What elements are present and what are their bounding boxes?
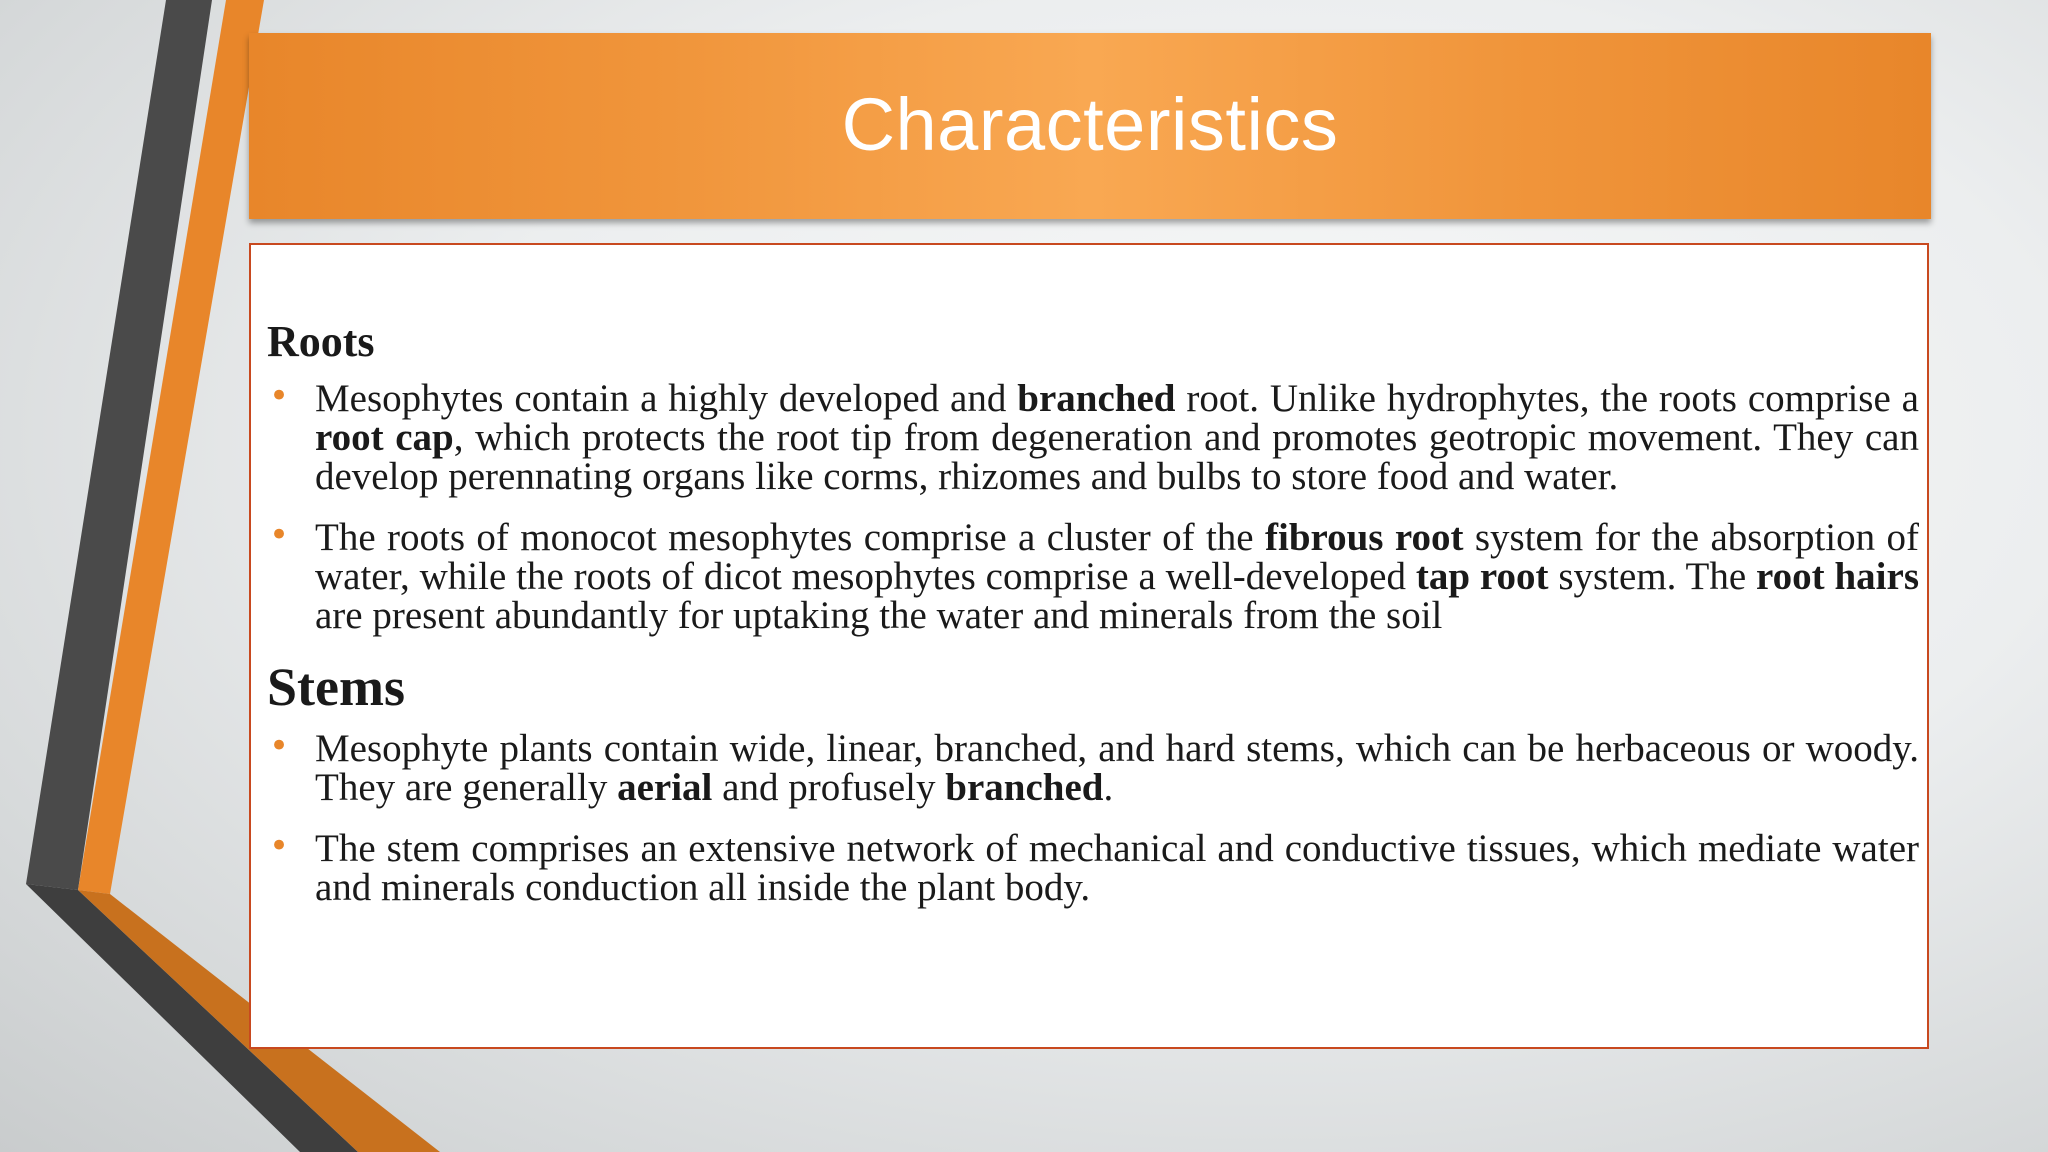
bullet-item <box>267 376 1919 498</box>
bullet-text <box>315 377 1919 498</box>
text-segment: Mesophyte plants contain wide, linear, branched, and hard stems, which can be herbaceous or woody. They are generally <box>315 727 1919 809</box>
text-segment: system for the absorption of water, while the roots of dicot mesophytes comprise a well-developed <box>315 516 1920 598</box>
section-heading-stems: Stems <box>267 657 405 717</box>
text-segment: root. Unlike hydrophytes, the roots comprise a <box>1175 377 1919 420</box>
title-banner <box>249 33 1931 219</box>
stems-bullet-list <box>267 726 1919 909</box>
text-segment: system. The <box>1548 555 1757 598</box>
bold-term: branched <box>945 766 1104 809</box>
bullet-dot-icon: • <box>269 515 290 555</box>
bold-term: aerial <box>617 766 713 809</box>
text-segment: are present abundantly for uptaking the water and minerals from the soil <box>315 594 1443 637</box>
bullet-text <box>315 827 1919 909</box>
section-heading-roots: Roots <box>267 317 375 366</box>
bold-term: branched <box>1017 377 1176 420</box>
bullet-text <box>315 727 1919 809</box>
bullet-item <box>267 726 1919 809</box>
bold-term: fibrous root <box>1265 516 1464 559</box>
text-segment: The roots of monocot mesophytes comprise a cluster of the <box>315 516 1265 559</box>
bold-term: root hairs <box>1756 555 1920 598</box>
text-segment: . <box>1103 766 1114 809</box>
content-body <box>267 317 1919 929</box>
bold-term: tap root <box>1415 555 1549 598</box>
roots-bullet-list <box>267 376 1920 637</box>
bullet-dot-icon: • <box>269 726 290 766</box>
content-box <box>249 243 1929 1049</box>
text-segment: , which protects the root tip from degeneration and promotes geotropic movement. They can develop perennating organs like corms, rhizomes and bulbs to store food and water. <box>315 416 1919 498</box>
text-segment: Mesophytes contain a highly developed and <box>315 377 1018 420</box>
bullet-item <box>267 826 1919 909</box>
bullet-text <box>315 516 1919 637</box>
bullet-dot-icon: • <box>269 826 290 866</box>
text-segment: and profusely <box>712 766 946 809</box>
text-segment: The stem comprises an extensive network of mechanical and conductive tissues, which mediate water and minerals conduction all inside the plant body. <box>315 827 1919 909</box>
bullet-dot-icon: • <box>269 376 290 416</box>
bullet-item <box>267 515 1920 637</box>
bold-term: root cap <box>315 416 454 459</box>
slide-title: Characteristics <box>841 82 1339 166</box>
